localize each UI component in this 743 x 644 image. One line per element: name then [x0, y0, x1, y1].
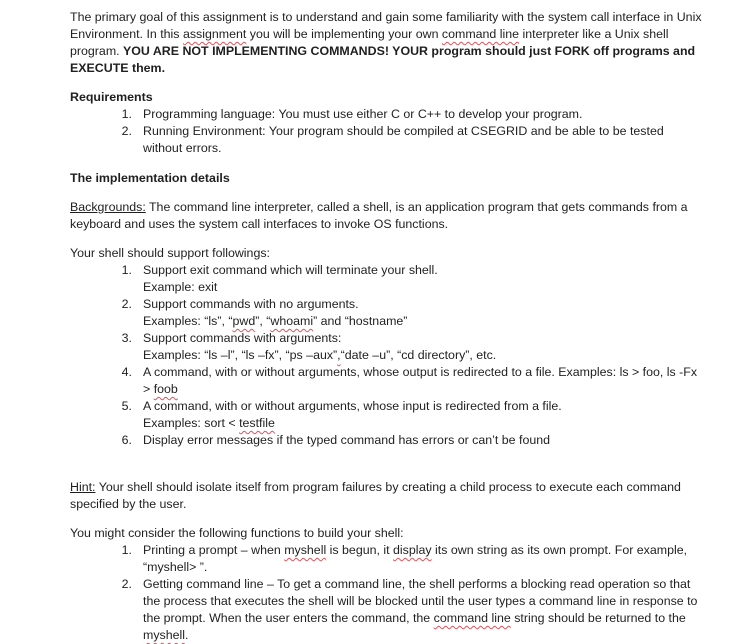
list-text: Programming language: You must use either C or C++ to develop your program. [143, 107, 583, 121]
list-line: Printing a prompt – when [143, 543, 285, 557]
spellcheck-word: command line [441, 27, 520, 41]
list-line: Support exit command which will terminate your shell. [143, 263, 438, 277]
requirements-heading: Requirements [70, 90, 153, 104]
list-text [143, 576, 698, 644]
list-text [143, 398, 698, 432]
spellcheck-mark: , [337, 348, 341, 362]
list-text [143, 542, 698, 576]
spellcheck-word: foob [153, 382, 178, 396]
list-text [143, 330, 698, 364]
hint-paragraph [70, 479, 710, 513]
spellcheck-word: myshell [284, 543, 327, 557]
list-text: Running Environment: Your program should be compiled at CSEGRID and be able to be tested without errors. [143, 124, 664, 155]
list-line: ” and “hostname” [313, 314, 408, 328]
list-text [143, 296, 698, 330]
list-line: A command, with or without arguments, whose input is redirected from a file. [143, 399, 562, 413]
list-line: its own string as its own prompt. For example, “myshell> ”. [143, 543, 688, 574]
list-line: string should be returned to the [510, 611, 686, 625]
intro-text: interpreter like a Unix shell program. [70, 27, 669, 58]
list-line: Examples: “ls”, “ [143, 314, 233, 328]
list-number: 5. [121, 399, 132, 413]
backgrounds-label: Backgrounds: [70, 200, 146, 214]
list-text [143, 364, 698, 398]
list-number: 4. [121, 365, 132, 379]
list-line: A command, with or without arguments, whose output is redirected to a file. Examples: ls > foo, ls -Fx > [143, 365, 698, 396]
intro-text: you will be implementing your own [246, 27, 442, 41]
intro-paragraph [70, 9, 710, 77]
backgrounds-text: The command line interpreter, called a shell, is an application program that gets commands from a keyboard and uses the system call interfaces to invoke OS functions. [70, 200, 688, 231]
spellcheck-word: testfile [239, 416, 275, 430]
list-line: Support commands with no arguments. [143, 297, 359, 311]
list-text: Display error messages if the typed command has errors or can’t be found [143, 433, 551, 447]
list-line: “date –u”, “cd directory”, etc. [340, 348, 497, 362]
list-line: Examples: sort < [143, 416, 240, 430]
spellcheck-word: assignment [182, 27, 247, 41]
list-line: is begun, it [326, 543, 394, 557]
list-line: ”, “ [255, 314, 271, 328]
list-line: . [185, 628, 189, 642]
list-number: 2. [121, 297, 132, 311]
support-intro: Your shell should support followings: [70, 246, 270, 260]
functions-intro: You might consider the following functions to build your shell: [70, 526, 404, 540]
list-number: 1. [121, 107, 132, 121]
list-number: 3. [121, 331, 132, 345]
list-number: 6. [121, 433, 132, 447]
list-number: 1. [121, 263, 132, 277]
intro-bold-notice: YOU ARE NOT IMPLEMENTING COMMANDS! YOUR program should just FORK off programs and EXECUTE them. [70, 44, 696, 75]
list-line: Support commands with arguments: [143, 331, 342, 345]
spellcheck-word: command line [433, 611, 511, 625]
list-line: Getting command line – To get a command line, the shell performs a blocking read operation so that the process that executes the shell will be blocked until the user types a command line in response to the prompt. When the user enters the command, the [143, 577, 698, 625]
backgrounds-paragraph [70, 199, 710, 233]
list-number: 2. [121, 124, 132, 138]
list-line: Example: exit [143, 280, 218, 294]
spellcheck-word: whoami [270, 314, 314, 328]
spellcheck-word: myshell [143, 628, 185, 642]
list-text [143, 262, 698, 296]
implementation-heading: The implementation details [70, 171, 230, 185]
spellcheck-word: display [393, 543, 432, 557]
list-number: 2. [121, 577, 132, 591]
list-line: Examples: “ls –l”, “ls –fx”, “ps –aux” [143, 348, 338, 362]
intro-text: The primary goal of this assignment is to understand and gain some familiarity with the system call interface in Unix Environment. In this [70, 10, 702, 41]
hint-text: Your shell should isolate itself from program failures by creating a child process to execute each command specified by the user. [70, 480, 681, 511]
list-number: 1. [121, 543, 132, 557]
hint-label: Hint: [70, 480, 96, 494]
spellcheck-word: pwd [232, 314, 256, 328]
